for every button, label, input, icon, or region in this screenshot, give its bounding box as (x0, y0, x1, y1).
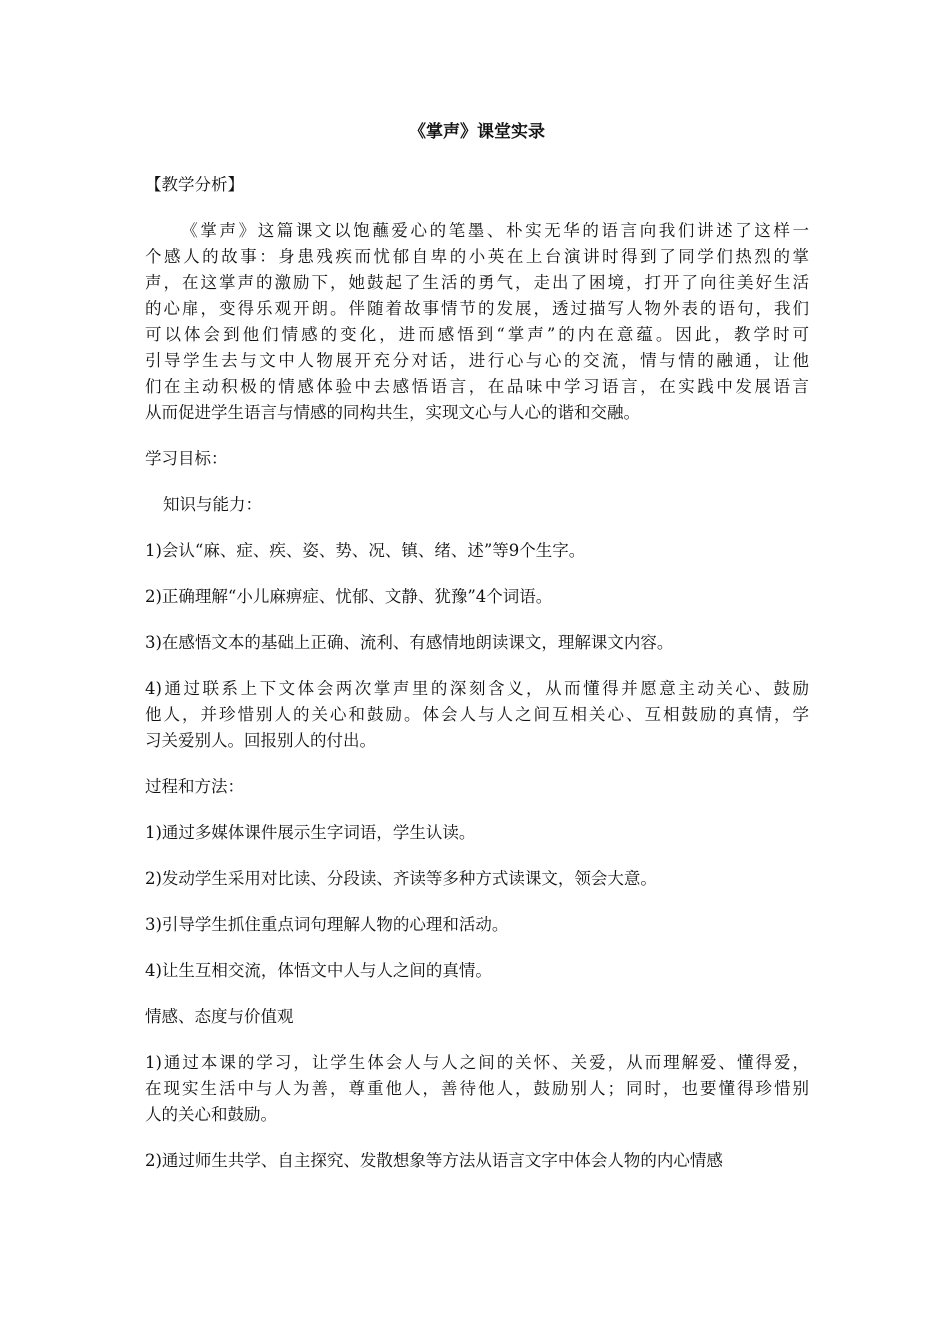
analysis-line: 可以体会到他们情感的变化，进而感悟到“掌声”的内在意蕴。因此，教学时可 (145, 325, 809, 344)
process-item: 3)引导学生抓住重点词句理解人物的心理和活动。 (145, 915, 509, 934)
process-item: 1)通过多媒体课件展示生字词语，学生认读。 (145, 823, 476, 842)
analysis-line: 声，在这掌声的激励下，她鼓起了生活的勇气，走出了困境，打开了向往美好生活 (145, 273, 809, 292)
knowledge-item: 3)在感悟文本的基础上正确、流利、有感情地朗读课文，理解课文内容。 (145, 633, 674, 652)
process-heading: 过程和方法： (145, 777, 244, 796)
analysis-line: 的心扉，变得乐观开朗。伴随着故事情节的发展，透过描写人物外表的语句，我们 (145, 299, 809, 318)
emotion-item-1 (145, 1050, 809, 1128)
emotion-item-1-line: 在现实生活中与人为善，尊重他人，善待他人，鼓励别人；同时，也要懂得珍惜别 (145, 1079, 809, 1098)
analysis-line: 《掌声》这篇课文以饱蘸爱心的笔墨、朴实无华的语言向我们讲述了这样一 (181, 221, 809, 240)
section-heading: 【教学分析】 (145, 175, 244, 194)
process-item: 2)发动学生采用对比读、分段读、齐读等多种方式读课文，领会大意。 (145, 869, 657, 888)
knowledge-item-4 (145, 676, 809, 754)
emotion-item-2-line: 2)通过师生共学、自主探究、发散想象等方法从语言文字中体会人物的内心情感 (145, 1151, 723, 1170)
document-page (145, 118, 809, 1194)
process-item: 4)让生互相交流，体悟文中人与人之间的真情。 (145, 961, 492, 980)
knowledge-item-4-line: 他人，并珍惜别人的关心和鼓励。体会人与人之间互相关心、互相鼓励的真情，学 (145, 705, 809, 724)
knowledge-item: 1)会认“麻、症、疾、姿、势、况、镇、绪、述”等9个生字。 (145, 541, 586, 560)
emotion-heading: 情感、态度与价值观 (145, 1007, 294, 1026)
analysis-line: 从而促进学生语言与情感的同构共生，实现文心与人心的谐和交融。 (145, 403, 640, 422)
analysis-line: 个感人的故事：身患残疾而忧郁自卑的小英在上台演讲时得到了同学们热烈的掌 (145, 247, 809, 266)
analysis-line: 引导学生去与文中人物展开充分对话，进行心与心的交流，情与情的融通，让他 (145, 351, 809, 370)
knowledge-heading: 知识与能力： (163, 495, 262, 514)
analysis-line: 们在主动积极的情感体验中去感悟语言，在品味中学习语言，在实践中发展语言 (145, 377, 809, 396)
document-title: 《掌声》课堂实录 (409, 122, 545, 142)
emotion-item-2 (145, 1148, 809, 1174)
emotion-item-1-line: 1)通过本课的学习，让学生体会人与人之间的关怀、关爱，从而理解爱、懂得爱， (145, 1053, 809, 1072)
goals-heading: 学习目标： (145, 449, 228, 468)
knowledge-item-4-line: 习关爱别人。回报别人的付出。 (145, 731, 376, 750)
knowledge-item-4-line: 4)通过联系上下文体会两次掌声里的深刻含义，从而懂得并愿意主动关心、鼓励 (145, 679, 809, 698)
knowledge-item: 2)正确理解“小儿麻痹症、忧郁、文静、犹豫”4个词语。 (145, 587, 553, 606)
emotion-item-1-line: 人的关心和鼓励。 (145, 1105, 277, 1124)
analysis-paragraph (145, 218, 809, 426)
